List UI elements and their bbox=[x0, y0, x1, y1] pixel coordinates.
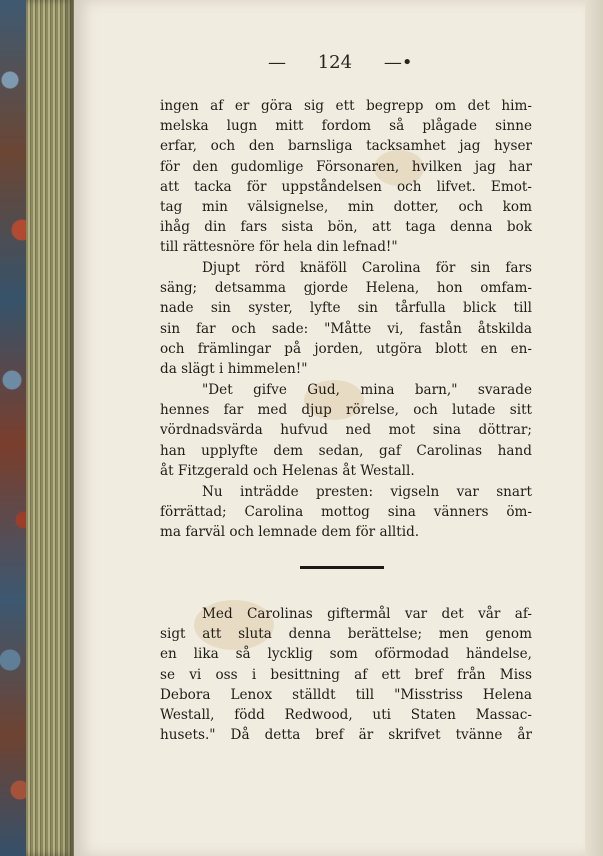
text-line: han upplyfte dem sedan, gaf Carolinas hand bbox=[160, 442, 532, 459]
text-line: "Det gifve Gud, mina barn," svarade bbox=[202, 382, 532, 398]
text-line: Nu inträdde presten: vigseln var snart bbox=[202, 484, 532, 500]
text-line: säng; detsamma gjorde Helena, hon omfam- bbox=[160, 280, 532, 297]
text-line: ma farväl och lemnade dem för alltid. bbox=[160, 524, 420, 541]
paragraph-4 bbox=[160, 482, 532, 543]
paragraph-5 bbox=[160, 604, 532, 745]
text-line: sigt att sluta denna berättelse; men genom bbox=[160, 626, 532, 643]
text-line: se vi oss i besittning af ett bref från Miss bbox=[160, 666, 532, 683]
text-line: melska lugn mitt fordom så plågade sinne bbox=[160, 118, 532, 135]
paragraph-1 bbox=[160, 96, 532, 258]
text-line: erfar, och den barnsliga tacksamhet jag hyser bbox=[160, 138, 532, 155]
text-line: sin far och sade: "Måtte vi, fastån åtskilda bbox=[160, 320, 532, 337]
text-line: Westall, född Redwood, uti Staten Massac- bbox=[160, 706, 532, 723]
page-edges bbox=[26, 0, 74, 856]
text-line: ihåg din fars sista bön, att taga denna bok bbox=[160, 219, 532, 236]
text-line: förrättad; Carolina mottog sina vänners öm- bbox=[160, 504, 532, 521]
text-line: åt Fitzgerald och Helenas åt Westall. bbox=[160, 462, 415, 479]
section-divider bbox=[300, 566, 384, 569]
header-dash-left: — bbox=[268, 52, 286, 73]
text-line: husets." Då detta bref är skrifvet tvänne år bbox=[160, 727, 532, 744]
text-line: till rättesnöre för hela din lefnad!" bbox=[160, 239, 398, 256]
text-line: da slägt i himmelen!" bbox=[160, 360, 308, 377]
text-line: hennes far med djup rörelse, och lutade sitt bbox=[160, 402, 532, 419]
text-line: och främlingar på jorden, utgöra blott en en- bbox=[160, 340, 532, 357]
text-line: Debora Lenox ställdt till "Misstriss Helena bbox=[160, 686, 532, 703]
text-line: tag min välsignelse, min dotter, och kom bbox=[160, 198, 532, 215]
right-page-edge bbox=[585, 0, 603, 856]
header-dash-right: —• bbox=[383, 52, 413, 73]
text-line: en lika så lycklig som oförmodad händelse, bbox=[160, 646, 532, 663]
text-line: för den gudomlige Försonaren, hvilken jag har bbox=[160, 158, 532, 175]
text-line: Med Carolinas giftermål var det vår af- bbox=[202, 606, 532, 622]
text-line: Djupt rörd knäföll Carolina för sin fars bbox=[202, 260, 532, 276]
text-line: ingen af er göra sig ett begrepp om det him- bbox=[160, 98, 532, 114]
text-line: vördnadsvärda hufvud ned mot sina döttrar; bbox=[160, 422, 532, 439]
text-line: nade sin syster, lyfte sin tårfulla blick till bbox=[160, 300, 532, 317]
paragraph-2 bbox=[160, 258, 532, 379]
text-line: att tacka för uppståndelsen och lifvet. Emot- bbox=[160, 178, 532, 195]
paragraph-3 bbox=[160, 380, 532, 481]
page-header bbox=[268, 52, 428, 76]
page-number: 124 bbox=[317, 52, 353, 73]
